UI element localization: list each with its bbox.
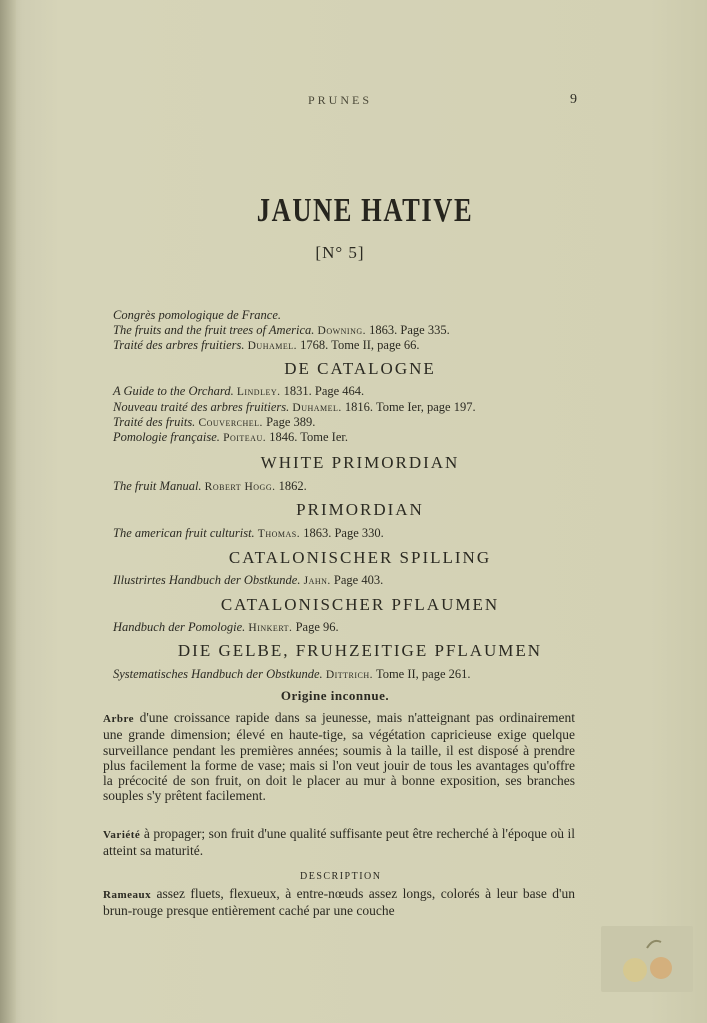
reference-line: Traité des arbres fruitiers. Duhamel. 1768. Tome II, page 66.: [113, 338, 420, 352]
reference-line: Handbuch der Pomologie. Hinkert. Page 96.: [113, 620, 339, 634]
variety-number: [N° 5]: [315, 243, 365, 262]
fruit-watermark-logo: [601, 926, 693, 992]
synonym-heading: CATALONISCHER SPILLING: [228, 548, 492, 567]
paragraph-text: assez fluets, flexueux, à entre-nœuds assez longs, colorés à leur base d'un brun-rouge presque entièrement caché par une couche: [103, 886, 575, 919]
reference-line: Congrès pomologique de France.: [113, 308, 282, 322]
rameaux-paragraph: [103, 886, 575, 919]
variety-title: JAUNE HATIVE: [256, 192, 474, 229]
paragraph-text: à propager; son fruit d'une qualité suffisante peut être recherché à l'époque où il atteint sa maturité.: [103, 826, 575, 859]
synonym-heading: DIE GELBE, FRUHZEITIGE PFLAUMEN: [177, 641, 543, 660]
page-binding-edge: [0, 0, 16, 1023]
paragraph-lead: Variété: [103, 829, 141, 841]
reference-line: Nouveau traité des arbres fruitiers. Duhamel. 1816. Tome Ier, page 197.: [113, 400, 476, 414]
reference-line: The fruit Manual. Robert Hogg. 1862.: [113, 479, 307, 493]
reference-line: Traité des fruits. Couverchel. Page 389.: [113, 415, 316, 429]
arbre-paragraph: [103, 710, 575, 804]
paragraph-lead: Rameaux: [103, 889, 152, 901]
origin-line: Origine inconnue.: [280, 688, 390, 703]
reference-line: Illustrirtes Handbuch der Obstkunde. Jahn. Page 403.: [113, 573, 384, 587]
reference-line: Pomologie française. Poiteau. 1846. Tome Ier.: [113, 430, 348, 444]
synonym-heading: WHITE PRIMORDIAN: [260, 453, 460, 472]
synonym-heading: PRIMORDIAN: [296, 500, 424, 519]
description-heading: DESCRIPTION: [300, 871, 382, 882]
reference-line: A Guide to the Orchard. Lindley. 1831. Page 464.: [113, 384, 365, 398]
running-head: [0, 93, 707, 111]
synonym-heading: DE CATALOGNE: [284, 359, 436, 378]
reference-line: The american fruit culturist. Thomas. 1863. Page 330.: [113, 526, 384, 540]
reference-line: Systematisches Handbuch der Obstkunde. Dittrich. Tome II, page 261.: [113, 667, 471, 681]
paragraph-lead: Arbre: [103, 713, 135, 725]
running-title: PRUNES: [307, 93, 372, 107]
synonym-heading: CATALONISCHER PFLAUMEN: [220, 595, 500, 614]
reference-line: The fruits and the fruit trees of America. Downing. 1863. Page 335.: [113, 323, 450, 337]
page-number: 9: [570, 92, 577, 107]
paragraph-text: d'une croissance rapide dans sa jeunesse, mais n'atteignant pas ordinairement une grande dimension; élevé en haute-tige, sa végétation capricieuse exige quelque surveillance pendant les premières années; soumis à la taille, il est disposé à prendre plus facilement la forme de vase; mais si l'on veut jouir de tous les avantages qu'offre la précocité de son fruit, on doit le placer au mur à bonne exposition, ses branches souples s'y prêtent facilement.: [103, 710, 575, 804]
variete-paragraph: [103, 826, 575, 859]
